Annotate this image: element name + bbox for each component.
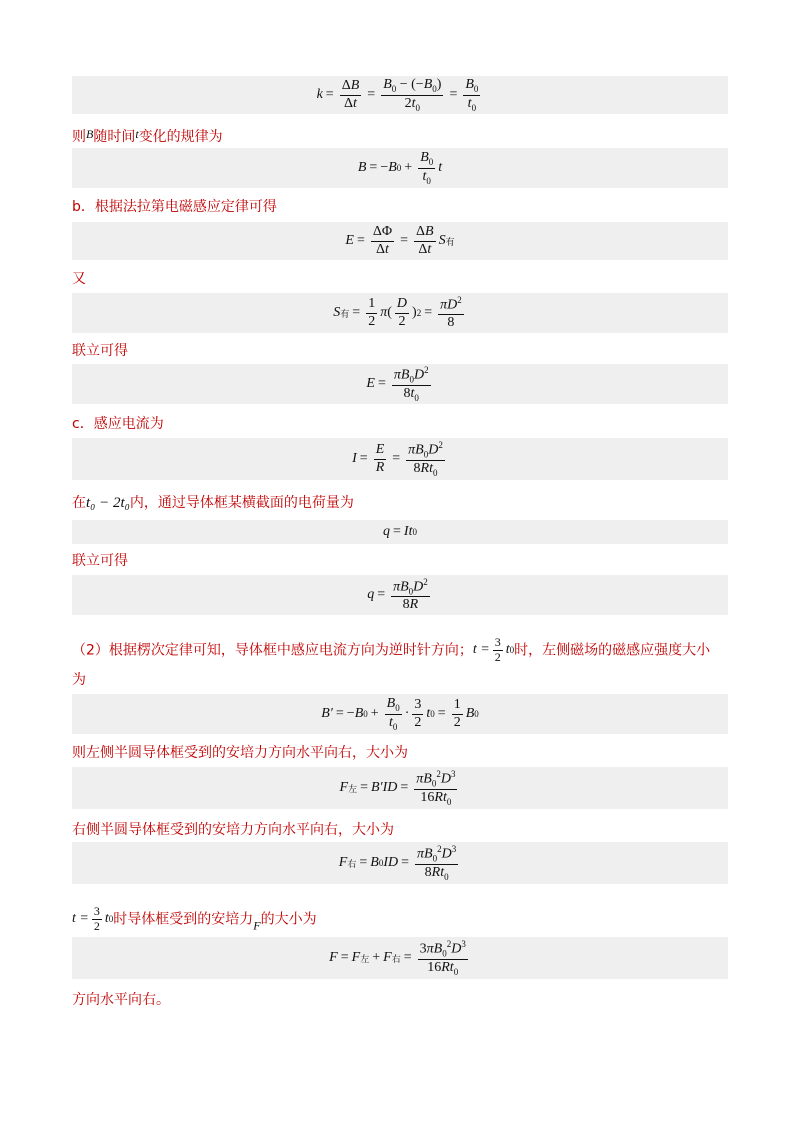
text-line-7: 联立可得 [72, 553, 128, 569]
equation-q-result: q = $\frac{\pi B_0D^2}{8R}$ [72, 575, 728, 615]
equation-E-flux: E = $\frac{\Delta\Phi}{\Delta t}$ = $\frac{\Delta B}{\Delta t}$ S 有 [72, 222, 728, 260]
text-line-6: 在t₀ − 2t₀内，通过导体框某横截面的电荷量为 [72, 495, 354, 511]
text-line-2: b．根据法拉第电磁感应定律可得 [72, 199, 277, 215]
equation-B-prime: B′ = − B 0 + $\frac{B_0}{t_0}$ · $\frac{3}{2}$ t 0 = $\frac{1}{2}$ B 0 [72, 694, 728, 734]
equation-F-left: F 左 = B′ID = $\frac{\pi B_0^2D^3}{16Rt_0}$ [72, 767, 728, 809]
text-line-1: 则B随时间t变化的规律为 [72, 127, 223, 145]
text-line-12: 方向水平向右。 [72, 992, 170, 1008]
text-line-10: 右侧半圆导体框受到的安培力方向水平向右，大小为 [72, 822, 394, 838]
text-line-5: c．感应电流为 [72, 416, 164, 432]
text-line-8: （2）根据楞次定律可知，导体框中感应电流方向为逆时针方向；t = $\frac{3}{2}$ t 0 时，左侧磁场的磁感应强度大小 [72, 635, 711, 664]
text-line-4: 联立可得 [72, 343, 128, 359]
equation-F-total: F = F 左 + F 右 = $\frac{3\pi B_0^2D^3}{16Rt_0}$ [72, 937, 728, 979]
text-line-3: 又 [72, 271, 86, 287]
equation-k: k = $\frac{\Delta B}{\Delta t}$ = $\frac{B_0 - (-B_0)}{2t_0}$ = $\frac{B_0}{t_0}$ [72, 76, 728, 114]
equation-q: q = It 0 [72, 520, 728, 544]
equation-E-result: E = $\frac{\pi B_0D^2}{8t_0}$ [72, 364, 728, 404]
text-line-8c: 为 [72, 672, 86, 688]
equation-S: S 有 = $\frac{1}{2}$ π ( $\frac{D}{2}$ ) 2 = $\frac{\pi D^2}{8}$ [72, 293, 728, 333]
equation-F-right: F 右 = B 0 ID = $\frac{\pi B_0^2D^3}{8Rt_0}$ [72, 842, 728, 884]
text-line-11: t = $\frac{3}{2}$ t 0 时导体框受到的安培力F的大小为 [72, 904, 317, 933]
equation-B: B = − B 0 + $\frac{B_0}{t_0}$ t [72, 148, 728, 188]
equation-I: I = $\frac{E}{R}$ = $\frac{\pi B_0D^2}{8Rt_0}$ [72, 438, 728, 480]
text-line-9: 则左侧半圆导体框受到的安培力方向水平向右，大小为 [72, 745, 408, 761]
